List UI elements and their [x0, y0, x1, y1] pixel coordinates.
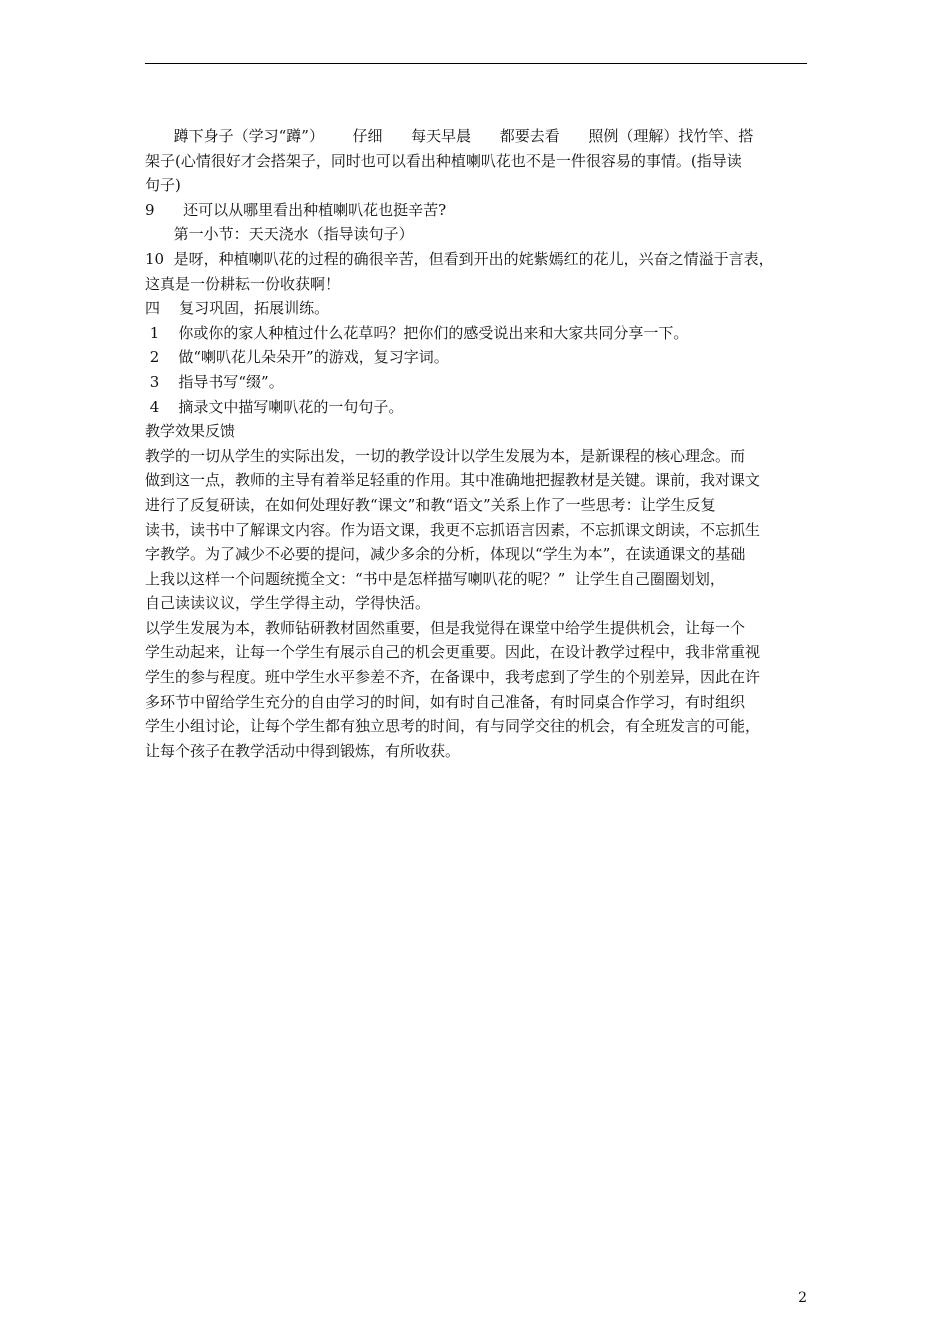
text-line: 上我以这样一个问题统揽全文：“书中是怎样描写喇叭花的呢？” 让学生自己圈圈划划， — [145, 569, 725, 588]
text-line: 进行了反复研读，在如何处理好教“课文”和教“语文”关系上作了一些思考：让学生反复 — [145, 495, 716, 514]
text-line: 10 是呀，种植喇叭花的过程的确很辛苦，但看到开出的姹紫嫣红的花儿，兴奋之情溢于言表， — [145, 249, 774, 268]
text-line: 读书，读书中了解课文内容。作为语文课，我更不忘抓语言因素，不忘抓课文朗读，不忘抓生 — [145, 520, 761, 539]
page-number: 2 — [798, 1290, 807, 1306]
text-line: 学生的参与程度。班中学生水平参差不齐，在备课中，我考虑到了学生的个别差异，因此在许 — [145, 668, 761, 687]
text-line: 学生小组讨论，让每个学生都有独立思考的时间，有与同学交往的机会，有全班发言的可能， — [145, 717, 761, 736]
text-line: 字教学。为了减少不必要的提问，减少多余的分析，体现以“学生为本”，在读通课文的基础 — [145, 545, 746, 564]
text-line: 架子(心情很好才会搭架子，同时也可以看出种植喇叭花也不是一件很容易的事情。(指导读 — [145, 151, 742, 170]
text-line: 9 还可以从哪里看出种植喇叭花也挺辛苦? — [145, 200, 447, 219]
text-line: 第一小节：天天浇水（指导读句子） — [145, 225, 414, 244]
list-item: 2 做“喇叭花儿朵朵开”的游戏，复习字词。 — [145, 348, 449, 367]
text-line: 学生动起来，让每一个学生有展示自己的机会更重要。因此，在设计教学过程中，我非常重视 — [145, 643, 761, 662]
text-line: 自己读读议议，学生学得主动，学得快活。 — [145, 594, 431, 613]
header-rule — [145, 63, 807, 64]
text-line: 多环节中留给学生充分的自由学习的时间，如有时自己准备，有时同桌合作学习，有时组织 — [145, 692, 746, 711]
text-line: 蹲下身子（学习“蹲”） 仔细 每天早晨 都要去看 照例（理解）找竹竿、搭 — [145, 127, 754, 145]
text-line: 教学的一切从学生的实际出发，一切的教学设计以学生发展为本，是新课程的核心理念。而 — [145, 446, 746, 465]
document-body — [145, 124, 807, 763]
section-heading: 教学效果反馈 — [145, 422, 236, 441]
text-line: 这真是一份耕耘一份收获啊！ — [145, 274, 341, 293]
section-heading: 四 复习巩固，拓展训练。 — [145, 299, 330, 318]
list-item: 3 指导书写“缀”。 — [145, 372, 284, 391]
text-line: 做到这一点，教师的主导有着举足轻重的作用。其中准确地把握教材是关键。课前，我对课文 — [145, 471, 761, 490]
text-line: 句子) — [145, 176, 181, 195]
text-line: 让每个孩子在教学活动中得到锻炼，有所收获。 — [145, 741, 461, 760]
list-item: 1 你或你的家人种植过什么花草吗？把你们的感受说出来和大家共同分享一下。 — [145, 323, 689, 342]
list-item: 4 摘录文中描写喇叭花的一句句子。 — [145, 397, 404, 416]
text-line: 以学生发展为本，教师钻研教材固然重要，但是我觉得在课堂中给学生提供机会，让每一个 — [145, 618, 746, 637]
